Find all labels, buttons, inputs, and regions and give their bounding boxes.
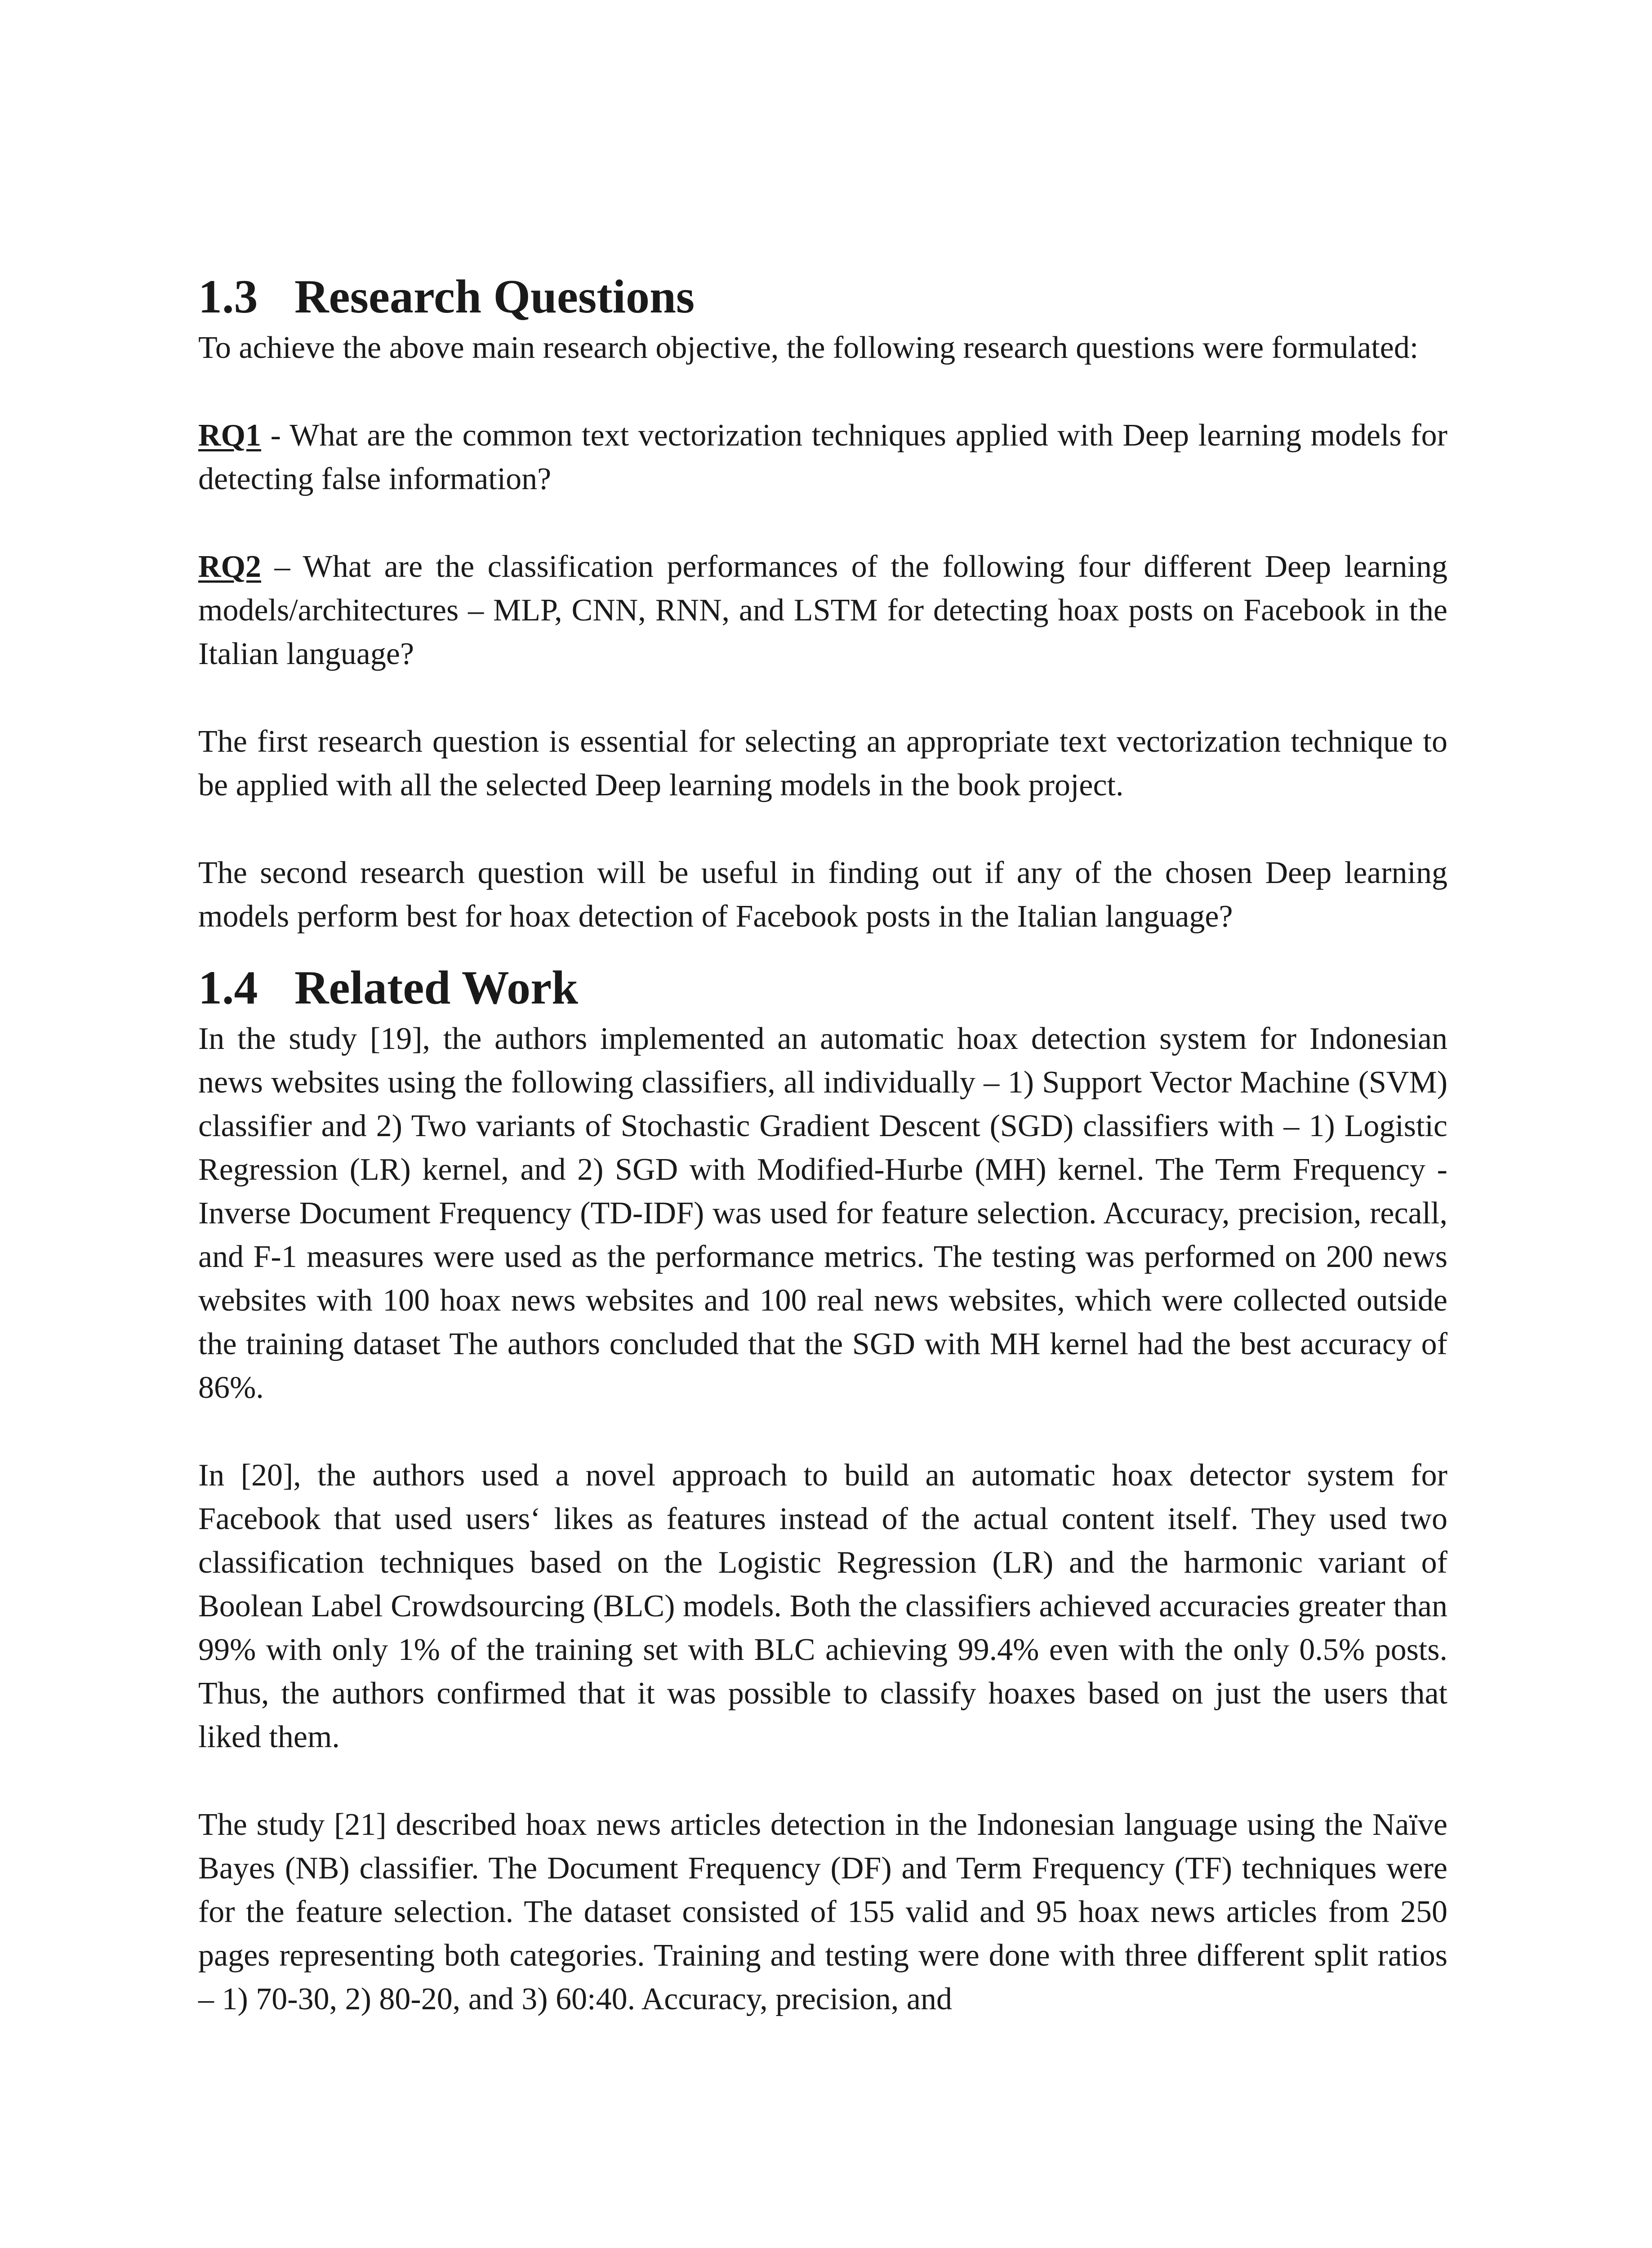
section-heading-related-work [198, 959, 1447, 1017]
page-body [198, 268, 1447, 2065]
rq2-label: RQ2 [198, 549, 261, 584]
rq1-text: - What are the common text vectorization techniques applied with Deep learning models for detecting false information? [198, 418, 1447, 496]
rq1-label: RQ1 [198, 418, 261, 453]
related-work-paragraph: In the study [19], the authors implemented an automatic hoax detection system for Indonesian news websites using the following classifiers, all individually – 1) Support Vector Machine (SVM) classifier and 2) Two variants of Stochastic Gradient Descent (SGD) classifiers with – 1) Logistic Regression (LR) kernel, and 2) SGD with Modified-Hurbe (MH) kernel. The Term Frequency - Inverse Document Frequency (TD-IDF) was used for feature selection. Accuracy, precision, recall, and F-1 measures were used as the performance metrics. The testing was performed on 200 news websites with 100 hoax news websites and 100 real news websites, which were collected outside the training dataset The authors concluded that the SGD with MH kernel had the best accuracy of 86%. [198, 1021, 1447, 1405]
rq1-paragraph [198, 414, 1447, 501]
first-rq-paragraph: The first research question is essential for selecting an appropriate text vectorization technique to be applied with all the selected Deep learning models in the book project. [198, 724, 1447, 803]
section-title: Research Questions [294, 270, 695, 323]
section-heading-research-questions [198, 268, 1447, 326]
rq2-paragraph [198, 545, 1447, 676]
section-title: Related Work [294, 961, 579, 1014]
related-work-paragraph: In [20], the authors used a novel approach to build an automatic hoax detector system for Facebook that used users‘ likes as features instead of the actual content itself. They used two classification techniques based on the Logistic Regression (LR) and the harmonic variant of Boolean Label Crowdsourcing (BLC) models. Both the classifiers achieved accuracies greater than 99% with only 1% of the training set with BLC achieving 99.4% even with the only 0.5% posts. Thus, the authors confirmed that it was possible to classify hoaxes based on just the users that liked them. [198, 1458, 1447, 1754]
related-work-paragraph: The study [21] described hoax news articles detection in the Indonesian language using the Naïve Bayes (NB) classifier. The Document Frequency (DF) and Term Frequency (TF) techniques were for the feature selection. The dataset consisted of 155 valid and 95 hoax news articles from 250 pages representing both categories. Training and testing were done with three different split ratios – 1) 70-30, 2) 80-20, and 3) 60:40. Accuracy, precision, and [198, 1807, 1447, 2016]
second-rq-paragraph: The second research question will be useful in finding out if any of the chosen Deep learning models perform best for hoax detection of Facebook posts in the Italian language? [198, 856, 1447, 934]
rq2-text: – What are the classification performances of the following four different Deep learning models/architectures – MLP, CNN, RNN, and LSTM for detecting hoax posts on Facebook in the Italian language? [198, 549, 1447, 671]
intro-paragraph: To achieve the above main research objective, the following research questions were formulated: [198, 330, 1419, 365]
section-number: 1.3 [198, 270, 258, 323]
section-number: 1.4 [198, 961, 258, 1014]
